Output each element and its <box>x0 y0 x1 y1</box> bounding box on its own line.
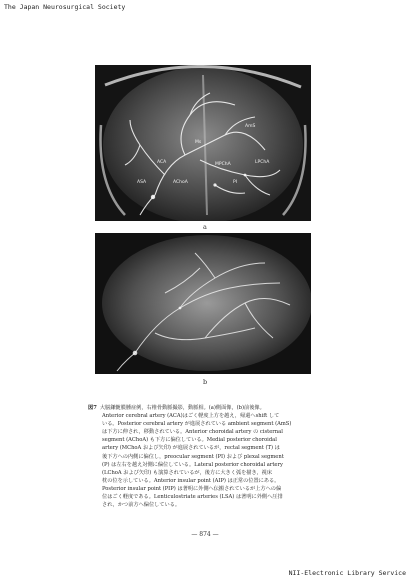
caption-line: Anterior cerebral artery (ACA)はごく軽度上方を越え，帰還へshift して <box>102 413 280 420</box>
angiogram-a-image <box>95 65 311 221</box>
panel-label-b: b <box>203 378 208 386</box>
journal-header: The Japan Neurosurgical Society <box>4 3 126 11</box>
caption-line: され，かつ前方へ偏位している。 <box>102 502 181 509</box>
vessel-label-asa: ASA <box>137 180 147 185</box>
caption-line: 後下方への内側に偏位し，preocular segment (PI) および plexal segment <box>102 453 284 460</box>
page-number: — 874 — <box>191 531 219 538</box>
vessel-label-lpcha: LPChA <box>255 160 270 165</box>
caption-line: artery (MChoA および矢印) が進展されているが，rectal segment (T) は <box>102 445 280 452</box>
caption-line: (P) は左右を越え対側に偏位している。Lateral posterior choroidal artery <box>102 461 283 468</box>
vessel-label-pi: PI <box>233 180 238 185</box>
caption-line: 大脳鎌髄膜腫症例，右椎骨動脈撮影，動脈相。(a)側面像，(b)前後像。 <box>99 405 265 411</box>
skull-shadow-b <box>102 235 311 371</box>
angiogram-frontal-view <box>95 233 311 374</box>
angiogram-b-image <box>95 233 311 374</box>
caption-line: segment (AChoA) も下方に偏位している。Medial posterior choroidal <box>102 437 277 444</box>
caption-line: 位はごく軽度である。Lenticulostriate arteries (LSA) は著明に外側へ圧排 <box>102 494 283 501</box>
caption-line: (LChoA および矢印) も演算されているが，後方に大きく弧を描き，視床 <box>102 469 273 476</box>
panel-label-a: a <box>203 223 207 231</box>
vessel-label-achoa: AChoA <box>173 180 188 185</box>
caption-line: いる。Posterior cerebral artery が進展されている ambient segment (AmS) <box>102 421 292 428</box>
caption-figure-number: 図7 <box>88 405 97 411</box>
vessel-label-aca: ACA <box>157 160 167 165</box>
figure-caption <box>88 404 320 509</box>
caption-line: Posterior insular point (PIP) は著明に外側へ伝搬されているが上方への偏 <box>102 485 282 492</box>
caption-line: は下方に伸され，移動されている。Anterior choroidal artery の cisternal <box>102 429 283 436</box>
angiogram-lateral-view <box>95 65 311 221</box>
library-footer: NII-Electronic Library Service <box>288 569 406 577</box>
vessel-label-ms: Ms <box>195 140 202 145</box>
vessel-label-ams: AmS <box>245 124 256 129</box>
vessel-label-mpcha: MPChA <box>215 162 231 167</box>
caption-line: 枕の位を示している。Anterior insular point (AIP) は正常の位置にある。 <box>102 477 280 484</box>
